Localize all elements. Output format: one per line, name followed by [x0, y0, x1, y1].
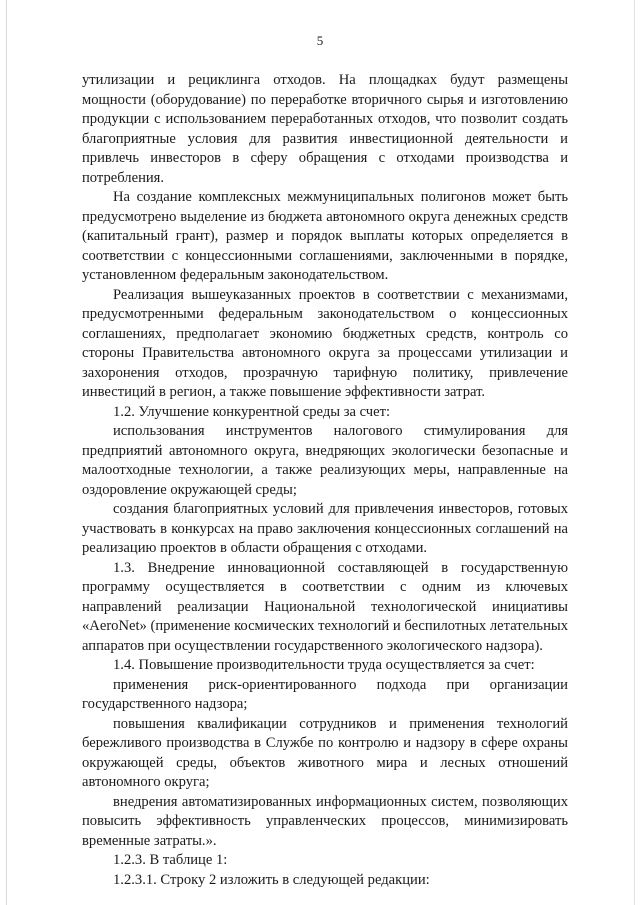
paragraph-section-1-3: 1.3. Внедрение инновационной составляющей в государственную программу осуществляется в соответствии с одним из ключевых направлений реализации Национальной технологической инициативы «AeroNet» (применение космических технологий и беспилотных летательных аппаратов при осуществлении государственного экологического надзора).	[82, 559, 568, 654]
page-edge-right	[634, 0, 635, 905]
paragraph-section-1-2-3-1: 1.2.3.1. Строку 2 изложить в следующей редакции:	[113, 871, 430, 888]
paragraph-concession-projects: Реализация вышеуказанных проектов в соответствии с механизмами, предусмотренными федеральным законодательством о концессионных соглашениях, предполагает экономию бюджетных средств, контроль со стороны Правительства автономного округа за процессами утилизации и захоронения отходов, прозрачную тарифную политику, привлечение инвестиций в регион, а также повышение эффективности затрат.	[82, 286, 568, 400]
paragraph-risk-oriented: применения риск-ориентированного подхода при организации государственного надзора;	[82, 676, 568, 712]
paragraph-recycling-continued: утилизации и рециклинга отходов. На площадках будут размещены мощности (оборудование) по переработке вторичного сырья и изготовлению продукции с использованием переработанных отходов, что позволит создать благоприятные условия для развития инвестиционной деятельности и привлечь инвесторов в сферу обращения с отходами производства и потребления.	[82, 72, 568, 186]
paragraph-investor-conditions: создания благоприятных условий для привлечения инвесторов, готовых участвовать в конкурсах на право заключения концессионных соглашений на реализацию проектов в области обращения с отходами.	[82, 501, 568, 556]
paragraph-section-1-2: 1.2. Улучшение конкурентной среды за счет:	[113, 403, 391, 420]
paragraph-landfill-funding: На создание комплексных межмуниципальных полигонов может быть предусмотрено выделение из бюджета автономного округа денежных средств (капитальный грант), размер и порядок выплаты которых определяется в соответствии с концессионными соглашениями, заключенными в порядке, установленном федеральным законодательством.	[82, 189, 568, 283]
document-body	[82, 71, 568, 890]
paragraph-automated-systems: внедрения автоматизированных информационных систем, позволяющих повысить эффективность управленческих процессов, минимизировать временные затраты.».	[82, 793, 568, 849]
page-edge-left	[6, 0, 7, 905]
paragraph-section-1-4: 1.4. Повышение производительности труда осуществляется за счет:	[113, 657, 535, 673]
paragraph-staff-qualification: повышения квалификации сотрудников и применения технологий бережливого производства в Службе по контролю и надзору в сфере охраны окружающей среды, объектов животного мира и лесных отношений автономного округа;	[82, 715, 568, 790]
paragraph-tax-incentives: использования инструментов налогового стимулирования для предприятий автономного округа, внедряющих экологически безопасные и малоотходные технологии, а также реализующих меры, направленные на оздоровление окружающей среды;	[82, 423, 568, 498]
page-number: 5	[316, 33, 324, 48]
paragraph-section-1-2-3: 1.2.3. В таблице 1:	[113, 852, 228, 868]
